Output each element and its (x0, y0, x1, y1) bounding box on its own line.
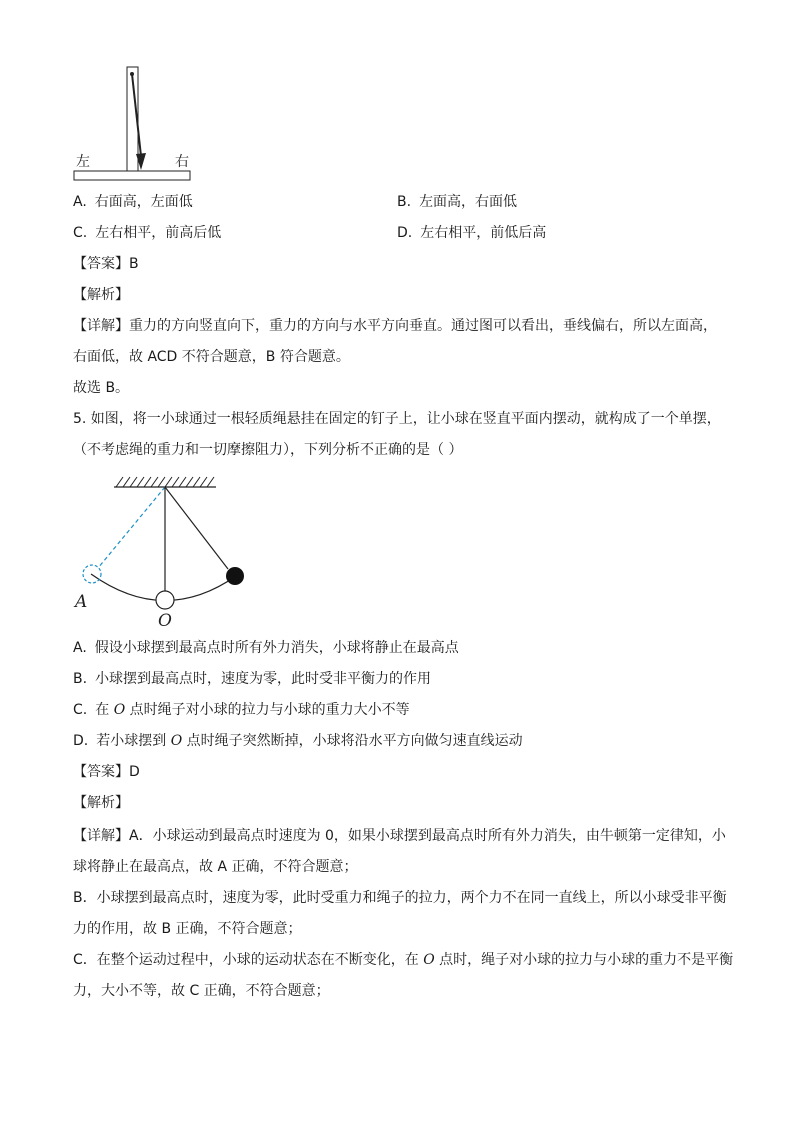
q5-option-d: D. 若小球摆到 O 点时绳子突然断掉，小球将沿水平方向做匀速直线运动 (73, 733, 523, 749)
q4-detail-line1: 【详解】重力的方向竖直向下，重力的方向与水平方向垂直。通过图可以看出，垂线偏右，所以左面高， (73, 318, 717, 334)
fig2-label-o: O (158, 611, 172, 630)
fig1-left-label: 左 (76, 154, 90, 170)
q4-analysis-heading: 【解析】 (73, 287, 129, 303)
q5-detail-line1: 【详解】A．小球运动到最高点时速度为 0，如果小球摆到最高点时所有外力消失，由牛顿第一定律知，小 (73, 828, 726, 844)
fig2-label-a: A (75, 592, 88, 612)
fig1-right-label: 右 (175, 154, 189, 170)
q4-conclusion: 故选 B。 (73, 380, 130, 396)
q4-option-a: A. 右面高，左面低 (73, 194, 193, 210)
q5-detail-line6: 力，大小不等，故 C 正确，不符合题意； (73, 983, 330, 999)
q4-detail-line2: 右面低，故 ACD 不符合题意，B 符合题意。 (73, 349, 350, 365)
q5-stem-line1: 5. 如图，将一小球通过一根轻质绳悬挂在固定的钉子上，让小球在竖直平面内摆动，就构成了一个单摆， (73, 411, 721, 427)
q5-answer: 【答案】D (73, 764, 140, 780)
q5-detail-line4: 力的作用，故 B 正确，不符合题意； (73, 921, 302, 937)
pendulum-figure (70, 468, 260, 630)
q4-option-c: C. 左右相平，前高后低 (73, 225, 222, 241)
q5-detail-line2: 球将静止在最高点，故 A 正确，不符合题意； (73, 859, 358, 875)
q5-detail-line5: C．在整个运动过程中，小球的运动状态在不断变化，在 O 点时，绳子对小球的拉力与小球的重力不是平衡 (73, 952, 734, 968)
q5-detail-line3: B．小球摆到最高点时，速度为零，此时受重力和绳子的拉力，两个力不在同一直线上，所以小球受非平衡 (73, 890, 727, 906)
q5-option-a: A. 假设小球摆到最高点时所有外力消失，小球将静止在最高点 (73, 640, 459, 656)
q5-option-b: B. 小球摆到最高点时，速度为零，此时受非平衡力的作用 (73, 671, 432, 687)
q5-option-c: C. 在 O 点时绳子对小球的拉力与小球的重力大小不等 (73, 702, 410, 718)
q4-option-d: D. 左右相平，前低后高 (397, 225, 547, 241)
q5-analysis-heading: 【解析】 (73, 795, 129, 811)
q4-option-b: B. 左面高，右面低 (397, 194, 518, 210)
q4-answer: 【答案】B (73, 256, 139, 272)
q5-stem-line2: （不考虑绳的重力和一切摩擦阻力），下列分析不正确的是（ ） (73, 442, 463, 458)
plumb-level-figure (70, 62, 200, 186)
